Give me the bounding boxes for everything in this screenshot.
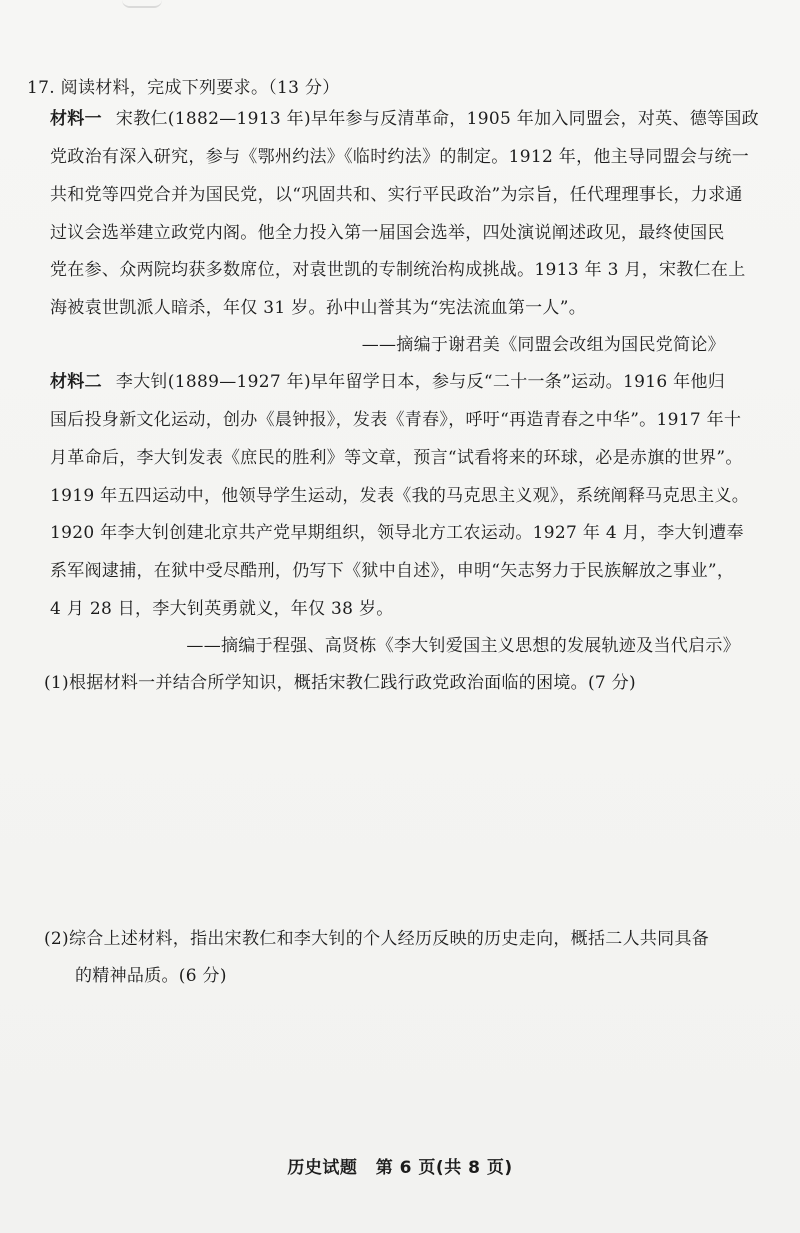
material1-line-3: 共和党等四党合并为国民党，以“巩固共和、实行平民政治”为宗旨，任代理理事长，力求通: [50, 185, 743, 205]
sub-question-2-line-2: 的精神品质。(6 分): [75, 966, 227, 986]
material2-source: ——摘编于程强、高贤栋《李大钊爱国主义思想的发展轨迹及当代启示》: [186, 636, 740, 656]
footer-page-number: 第 6 页(共 8 页): [375, 1158, 513, 1178]
material2-line-7: 4 月 28 日，李大钊英勇就义，年仅 38 岁。: [50, 599, 394, 619]
material2-line-6: 系军阀逮捕，在狱中受尽酷刑，仍写下《狱中自述》，申明“矢志努力于民族解放之事业”，: [50, 561, 735, 581]
question-heading: 17. 阅读材料，完成下列要求。（13 分）: [27, 78, 340, 98]
material1-line-5: 党在参、众两院均获多数席位，对袁世凯的专制统治构成挑战。1913 年 3 月，宋教仁在上: [50, 260, 746, 280]
footer-subject: 历史试题: [287, 1158, 358, 1178]
sub-question-2-line-1: (2)综合上述材料，指出宋教仁和李大钊的个人经历反映的历史走向，概括二人共同具备: [44, 929, 710, 949]
material2-label: 材料二: [50, 372, 102, 392]
material1-source: ——摘编于谢君美《同盟会改组为国民党简论》: [361, 335, 725, 355]
material1-label: 材料一: [50, 109, 102, 129]
material2-line-2: 国后投身新文化运动，创办《晨钟报》，发表《青春》，呼吁“再造青春之中华”。1917 年十: [50, 410, 742, 430]
sub-question-1: (1)根据材料一并结合所学知识，概括宋教仁践行政党政治面临的困境。(7 分): [44, 673, 636, 693]
material2-line-3: 月革命后，李大钊发表《庶民的胜利》等文章，预言“试看将来的环球，必是赤旗的世界”。: [50, 448, 743, 468]
material1-line-4: 过议会选举建立政党内阁。他全力投入第一届国会选举，四处演说阐述政见，最终使国民: [50, 223, 725, 243]
material1-line-6: 海被袁世凯派人暗杀，年仅 31 岁。孙中山誉其为“宪法流血第一人”。: [50, 298, 587, 318]
page-footer: [0, 1153, 800, 1178]
material2-line-5: 1920 年李大钊创建北京共产党早期组织，领导北方工农运动。1927 年 4 月，李大钊遭奉: [50, 523, 744, 543]
material1-line-2: 党政治有深入研究，参与《鄂州约法》《临时约法》的制定。1912 年，他主导同盟会与统一: [50, 147, 750, 167]
material2-line-1: [50, 370, 725, 394]
material1-text: 宋教仁(1882—1913 年)早年参与反清革命，1905 年加入同盟会，对英、德等国政: [115, 109, 759, 129]
material2-text: 李大钊(1889—1927 年)早年留学日本，参与反“二十一条”运动。1916 年他归: [115, 372, 726, 392]
material1-line-1: [50, 107, 759, 131]
scan-mark: [122, 0, 162, 8]
material2-line-4: 1919 年五四运动中，他领导学生运动，发表《我的马克思主义观》，系统阐释马克思主义。: [50, 486, 750, 506]
